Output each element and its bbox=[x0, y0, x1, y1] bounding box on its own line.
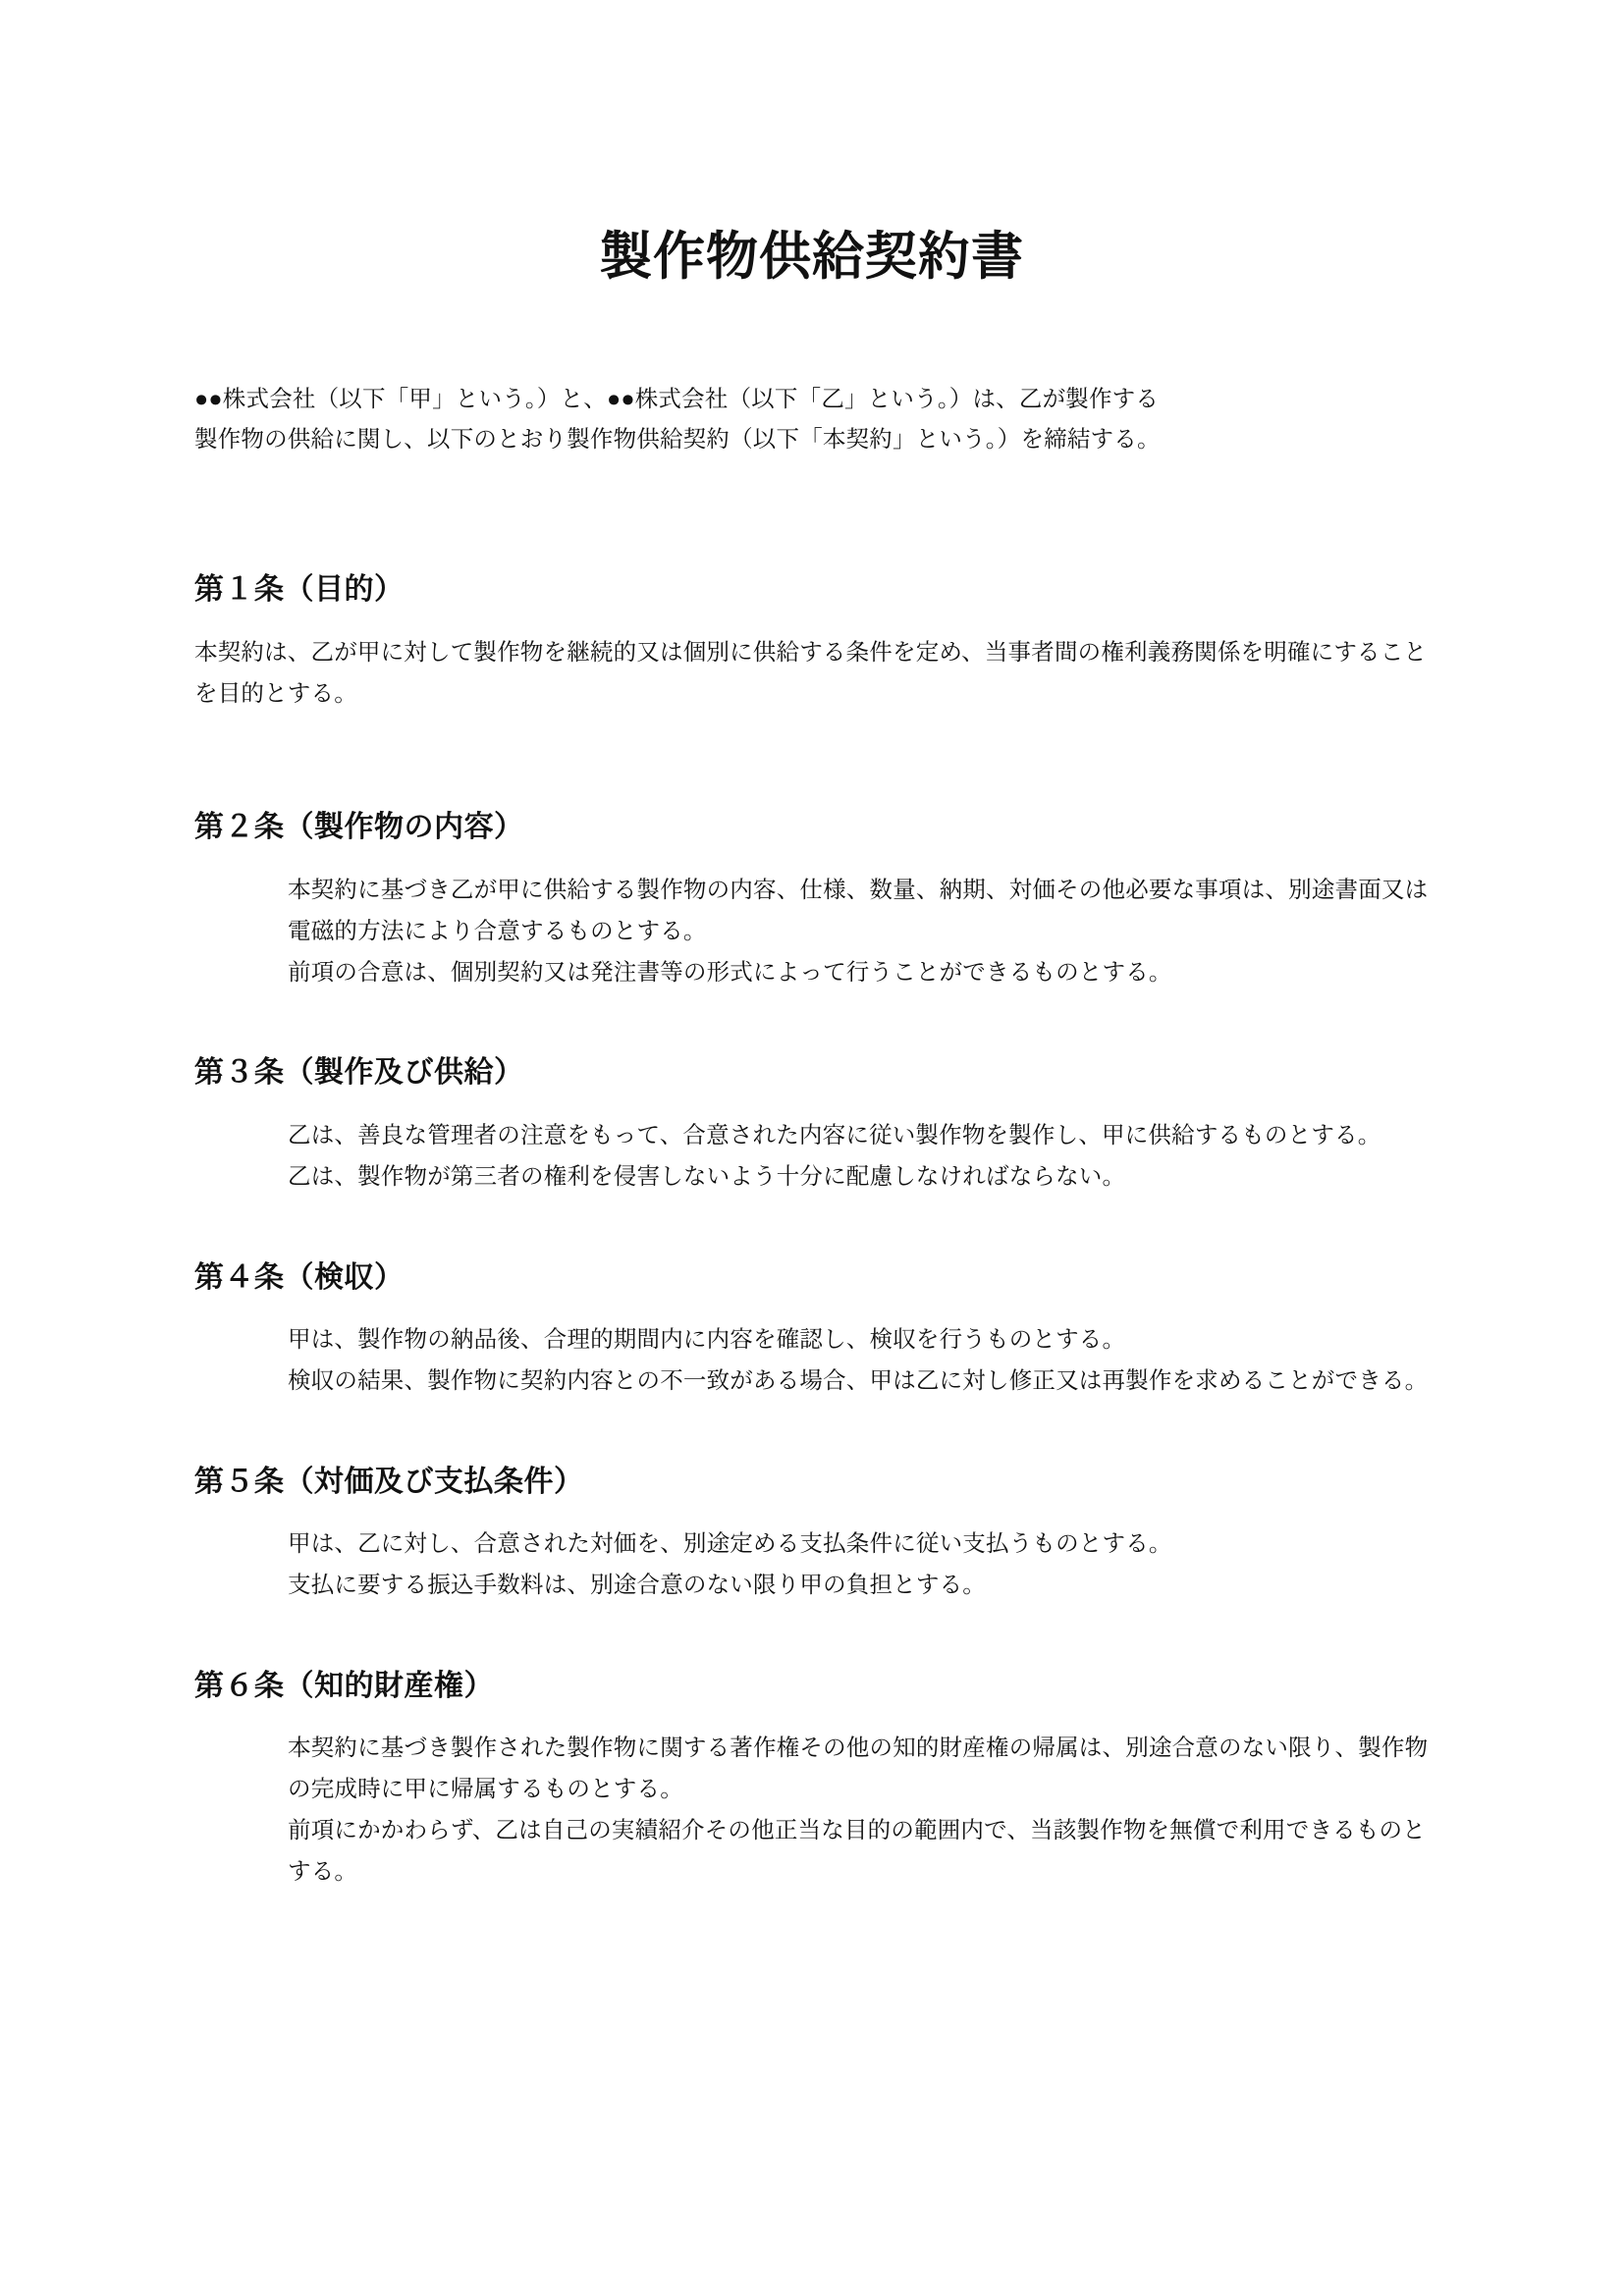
article-heading: 第１条（目的） bbox=[194, 573, 405, 607]
article-body bbox=[194, 870, 1430, 992]
article-body bbox=[194, 1523, 1430, 1606]
article-paragraph: 本契約は、乙が甲に対して製作物を継続的又は個別に供給する条件を定め、当事者間の権利義務関係を明確にすることを目的とする。 bbox=[194, 638, 1428, 706]
article-paragraph: 前項にかかわらず、乙は自己の実績紹介その他正当な目的の範囲内で、当該製作物を無償で利用できるものとする。 bbox=[288, 1817, 1426, 1884]
article-paragraph: 乙は、善良な管理者の注意をもって、合意された内容に従い製作物を製作し、甲に供給するものとする。 bbox=[288, 1121, 1381, 1148]
article-1 bbox=[194, 570, 1430, 714]
article-5 bbox=[194, 1463, 1430, 1606]
article-heading: 第５条（対価及び支払条件） bbox=[194, 1465, 584, 1498]
article-heading: 第４条（検収） bbox=[194, 1260, 405, 1294]
article-6 bbox=[194, 1667, 1430, 1893]
preamble-line: ●●株式会社（以下「甲」という。）と、●●株式会社（以下「乙」という。）は、乙が製作する bbox=[194, 385, 1160, 411]
article-paragraph: 検収の結果、製作物に契約内容との不一致がある場合、甲は乙に対し修正又は再製作を求めることができる。 bbox=[288, 1366, 1429, 1393]
article-paragraph: 甲は、乙に対し、合意された対価を、別途定める支払条件に従い支払うものとする。 bbox=[288, 1530, 1172, 1557]
article-paragraph: 本契約に基づき乙が甲に供給する製作物の内容、仕様、数量、納期、対価その他必要な事項は、別途書面又は電磁的方法により合意するものとする。 bbox=[288, 876, 1429, 943]
article-paragraph: 本契約に基づき製作された製作物に関する著作権その他の知的財産権の帰属は、別途合意のない限り、製作物の完成時に甲に帰属するものとする。 bbox=[288, 1735, 1429, 1802]
article-body bbox=[194, 1728, 1430, 1892]
page-title: 製作物供給契約書 bbox=[600, 228, 1024, 286]
preamble-paragraph bbox=[194, 379, 1430, 461]
article-heading: 第３条（製作及び供給） bbox=[194, 1056, 524, 1090]
article-paragraph: 前項の合意は、個別契約又は発注書等の形式によって行うことができるものとする。 bbox=[288, 958, 1172, 985]
article-paragraph: 支払に要する振込手数料は、別途合意のない限り甲の負担とする。 bbox=[288, 1572, 986, 1598]
article-body bbox=[194, 1115, 1430, 1198]
article-4 bbox=[194, 1258, 1430, 1402]
article-body bbox=[194, 632, 1430, 715]
article-paragraph: 甲は、製作物の納品後、合理的期間内に内容を確認し、検収を行うものとする。 bbox=[288, 1326, 1126, 1353]
preamble-line: 製作物の供給に関し、以下のとおり製作物供給契約（以下「本契約」という。）を締結する。 bbox=[194, 426, 1161, 453]
article-2 bbox=[194, 808, 1430, 992]
section-spacer bbox=[194, 774, 1430, 808]
article-heading: 第６条（知的財産権） bbox=[194, 1669, 494, 1702]
article-heading: 第２条（製作物の内容） bbox=[194, 811, 524, 844]
article-3 bbox=[194, 1053, 1430, 1197]
article-paragraph: 乙は、製作物が第三者の権利を侵害しないよう十分に配慮しなければならない。 bbox=[288, 1162, 1126, 1189]
article-body bbox=[194, 1319, 1430, 1402]
